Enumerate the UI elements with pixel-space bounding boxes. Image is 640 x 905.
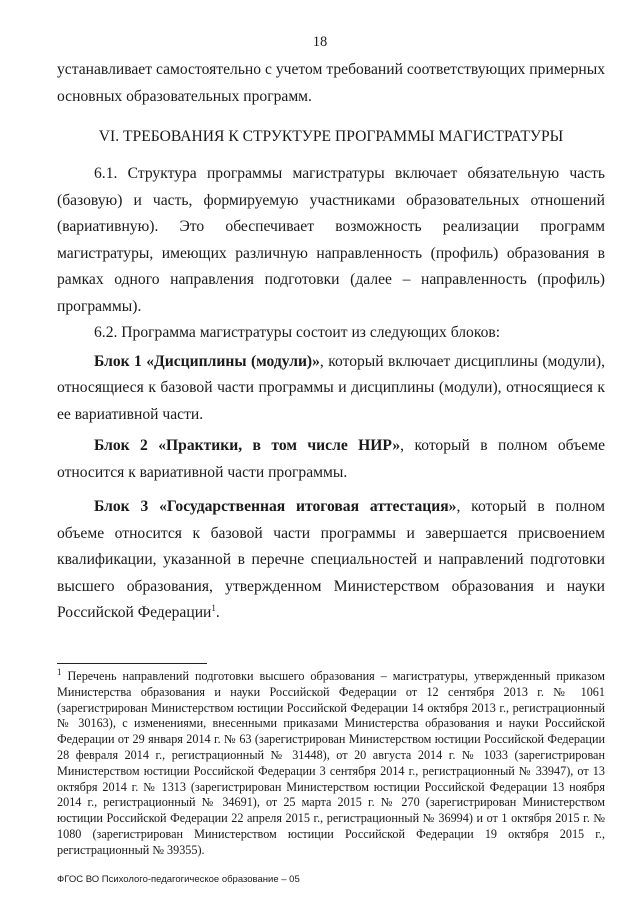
block-3-title: Блок 3 «Государственная итоговая аттестация» (94, 498, 457, 515)
block-1-text: , который включает дисциплины (модули), относящиеся к базовой части программы и дисциплины (модули), относящиеся к ее вариативной части. (57, 352, 605, 423)
page-number: 18 (312, 34, 328, 50)
intro-block (57, 57, 605, 110)
footnote (57, 666, 606, 859)
block-2-paragraph (57, 433, 605, 486)
block-3-text: , который в полном объеме относится к базовой части программы и завершается присвоением квалификации, указанной в перечне специальностей и направлений подготовки высшего образования, утвержденном Министерством образования и науки Российской Федерации (57, 498, 605, 621)
section-heading: VI. ТРЕБОВАНИЯ К СТРУКТУРЕ ПРОГРАММЫ МАГИСТРАТУРЫ (98, 128, 564, 145)
footnote-text: Перечень направлений подготовки высшего образования – магистратуры, утвержденный приказом Министерства образования и науки Российской Федерации от 12 сентября 2013 г. № 1061 (зарегистрирован Министерством юстиции Российской Федерации 14 октября 2013 г., регистрационный № 30163), с изменениями, внесенными приказами Министерства образования и науки Российской Федерации от 29 января 2014 г. № 63 (зарегистрирован Министерством юстиции Российской Федерации 28 февраля 2014 г., регистрационный № 31448), от 20 августа 2014 г. № 1033 (зарегистрирован Министерством юстиции Российской Федерации 3 сентября 2014 г., регистрационный № 33947), от 13 октября 2014 г. № 1313 (зарегистрирован Министерством юстиции Российской Федерации 13 ноября 2014 г., регистрационный № 34691), от 25 марта 2015 г. № 270 (зарегистрирован Министерством юстиции Российской Федерации 22 апреля 2015 г., регистрационный № 36994) и от 1 октября 2015 г. № 1080 (зарегистрирован Министерством юстиции Российской Федерации 19 октября 2015 г., регистрационный № 39355). (57, 669, 606, 857)
footnote-divider (57, 663, 207, 664)
intro-paragraph: устанавливает самостоятельно с учетом требований соответствующих примерных основных образовательных программ. (57, 61, 605, 105)
block-3-end: . (215, 604, 220, 621)
body-text (57, 161, 605, 627)
paragraph-6-2: 6.2. Программа магистратуры состоит из следующих блоков: (94, 324, 501, 341)
block-2-title: Блок 2 «Практики, в том числе НИР» (94, 437, 401, 454)
paragraph-6-1: 6.1. Структура программы магистратуры включает обязательную часть (базовую) и часть, формируемую участниками образовательных отношений (вариативную). Это обеспечивает возможность реализации программ магистратуры, имеющих различную направленность (профиль) образования в рамках одного направления подготовки (далее – направленность (профиль) программы). (57, 165, 605, 315)
block-1-title: Блок 1 «Дисциплины (модули)» (94, 352, 320, 370)
footnote-reference: 1 (211, 602, 216, 613)
footnote-marker: 1 (57, 666, 62, 677)
block-3-paragraph (57, 494, 605, 627)
block-2-text: , который в полном объеме относится к вариативной части программы. (57, 437, 605, 481)
page-footer: ФГОС ВО Психолого-педагогическое образование – 05 (57, 874, 300, 885)
block-1-paragraph (57, 349, 605, 429)
